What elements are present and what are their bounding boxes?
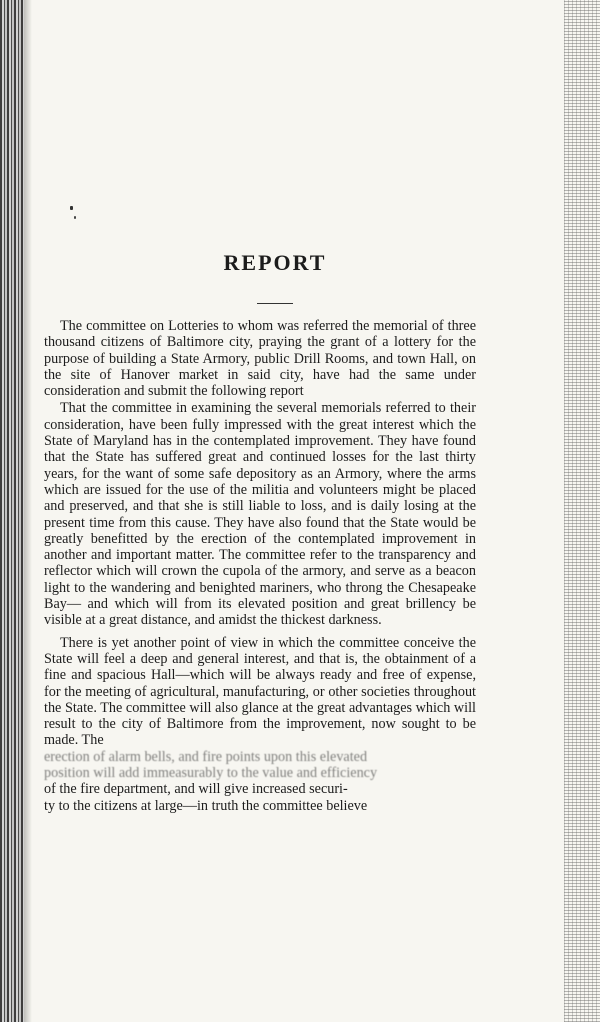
page-binding-edge bbox=[0, 0, 24, 1022]
closing-line-1: of the fire department, and will give increased securi- bbox=[44, 781, 348, 798]
faded-line-2: position will add immeasurably to the value and efficiency bbox=[44, 765, 378, 782]
paragraph-3: There is yet another point of view in which the committee conceive the State will feel a deep and general interest, and that is, the obtainment of a fine and spacious Hall—which will be always ready and free of expense, for the meeting of agricultural, manufacturing, or other societies throughout the State. The committee will also glance at the great advantages which will result to the city of Baltimore from the improvement, now sought to be made. The bbox=[44, 634, 476, 749]
paragraph-1: The committee on Lotteries to whom was referred the memorial of three thousand citizens of Baltimore city, praying the grant of a lottery for the purpose of building a State Armory, public Drill Rooms, and town Hall, on the site of Hanover market in said city, have had the same under consideration and submit the following report bbox=[44, 318, 476, 400]
title-rule bbox=[257, 303, 293, 304]
page-right-edge bbox=[564, 0, 600, 1022]
ink-speck bbox=[74, 216, 76, 219]
document-page bbox=[44, 250, 476, 814]
ink-speck bbox=[70, 206, 73, 210]
faded-line-1: erection of alarm bells, and fire points upon this elevated bbox=[44, 748, 368, 765]
closing-line-2: ty to the citizens at large—in truth the committee believe bbox=[44, 797, 368, 814]
document-title: REPORT bbox=[223, 250, 327, 275]
paragraph-2: That the committee in examining the several memorials referred to their consideration, have been fully impressed with the great interest which the State of Maryland has in the contemplated improvement. They have found that the State has suffered great and continued losses for the last thirty years, for the want of some safe depository as an Armory, where the arms which are issued for the use of the militia and volunteers might be placed and preserved, and that she is still liable to loss, and is daily losing at the present time from this cause. They have also found that the State would be greatly benefitted by the erection of the contemplated improvement in another and important matter. The committee refer to the transparency and reflector which will crown the cupola of the armory, and serve as a beacon light to the wandering and benighted mariners, who throng the Chesapeake Bay— and which will from its elevated position and great brillency be visible at a great distance, and amidst the thickest darkness. bbox=[44, 400, 476, 629]
document-body bbox=[44, 318, 476, 814]
